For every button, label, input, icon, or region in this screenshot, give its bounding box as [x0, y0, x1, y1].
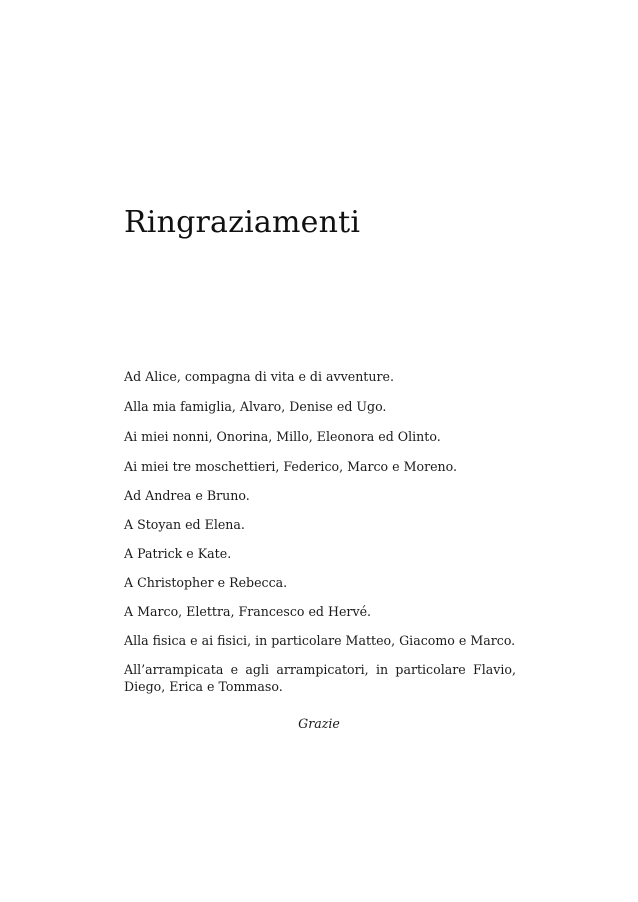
dedication-line: Ai miei tre moschettieri, Federico, Marco e Moreno. — [124, 459, 458, 474]
dedication-line: Ad Andrea e Bruno. — [124, 488, 250, 503]
page-title: Ringraziamenti — [124, 205, 361, 240]
dedication-line: A Stoyan ed Elena. — [124, 517, 245, 532]
dedication-line: All’arrampicata e agli arrampicatori, in particolare Flavio, Diego, Erica e Tommaso. — [124, 662, 516, 694]
dedication-line: A Patrick e Kate. — [124, 546, 232, 561]
dedication-line: Alla mia famiglia, Alvaro, Denise ed Ugo. — [124, 399, 387, 414]
signoff-text: Grazie — [298, 716, 340, 731]
dedication-line: A Marco, Elettra, Francesco ed Hervé. — [124, 604, 372, 619]
dedication-line: Ad Alice, compagna di vita e di avventure. — [124, 369, 394, 384]
dedication-line: Ai miei nonni, Onorina, Millo, Eleonora ed Olinto. — [124, 429, 441, 444]
dedication-line: Alla fisica e ai fisici, in particolare Matteo, Giacomo e Marco. — [124, 633, 516, 648]
dedication-line: A Christopher e Rebecca. — [124, 575, 288, 590]
